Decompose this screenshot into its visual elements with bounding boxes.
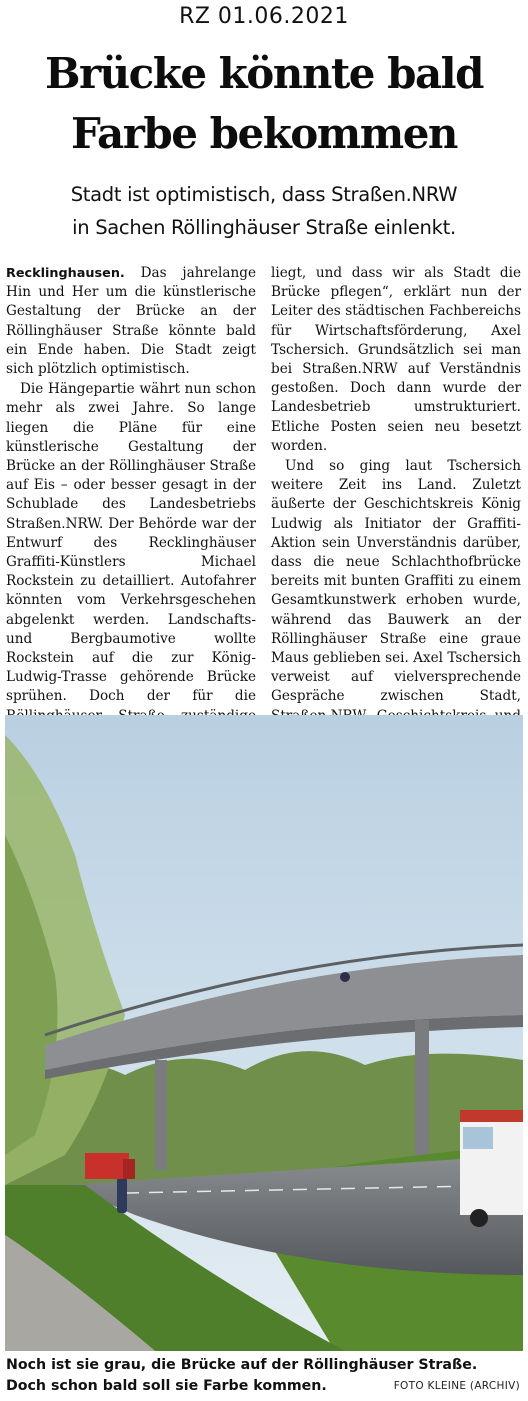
red-truck [85,1153,129,1179]
photo-credit: FOTO KLEINE (ARCHIV) [393,1380,520,1392]
bridge-pillar-left [155,1060,167,1170]
headline [0,44,528,164]
pedestrian [117,1177,127,1213]
article-paragraph-2: Die Hängepartie währt nun schon mehr als zwei Jahre. So lange liegen die Pläne für eine künstlerische Gestaltung der Brücke an der Röllinghäuser Straße auf Eis – oder besser gesagt in der Schublade des Landesbetriebs Straßen.NRW. Der Behörde war der Entwurf des Recklinghäuser Graffiti-Künstlers Michael Rockstein zu detailliert. Autofahrer könnten vom Verkehrsgeschehen abgelenkt werden. Landschafts- und Bergbaumotive wollte Rockstein auf die zur König-Ludwig-Trasse gehörende Brücke sprühen. Doch der für die [6,381,256,705]
subheadline-line-1: Stadt ist optimistisch, dass Straßen.NRW [70,183,458,206]
headline-line-2: Farbe bekommen [71,109,457,158]
photo-caption-line-2: Doch schon bald soll sie Farbe kommen. [6,1378,327,1394]
headline-line-1: Brücke könnte bald [44,49,483,98]
bridge-photo [5,715,523,1351]
subheadline [0,178,528,244]
article-paragraph-5-text: Und so ging laut Tschersich weitere Zeit ins Land. Zuletzt äußerte der Geschichtskreis König Ludwig als Initiator der Graffiti-Aktion sein Unverständnis darüber, dass die neue Schlachthofbrücke bereits mit bunten Graffiti zu einem Gesamtkunstwerk erhoben wurde, während das Bauwerk an der Röllinghäuser Straße eine graue Maus geblieben sei. Axel Tschersich verweist auf vielversprechende Gespräche zwischen Stadt, [271,458,521,705]
white-truck-stripe [460,1110,523,1122]
white-truck-wheel [470,1209,488,1227]
cyclist-on-bridge [340,972,350,982]
red-truck-cab [123,1159,135,1179]
bridge-photo-illustration [5,715,523,1351]
dateline: RZ 01.06.2021 [179,4,349,29]
white-truck-window [463,1127,493,1149]
article-paragraph-1-text: Das jahrelange Hin und Her um die künstlerische Gestaltung der Brücke an der Röllinghäuser Straße könnte bald ein Ende haben. Die Stadt zeigt sich plötzlich optimistisch. [6,265,256,378]
article-paragraph-4: liegt, und dass wir als Stadt die Brücke pflegen“, erklärt nun der Leiter des städtischen Fachbereichs für Wirtschaftsförderung, Axel Tschersich. Grundsätzlich sei man bei Straßen.NRW auf Verständnis gestoßen. Doch dann wurde der Landesbetrieb umstrukturiert. Etliche Posten seien neu besetzt worden. [271,265,521,454]
bridge-pillar-right [415,1020,429,1170]
subheadline-line-2: in Sachen Röllinghäuser Straße einlenkt. [72,216,456,239]
photo-caption-line-1: Noch ist sie grau, die Brücke auf der Röllinghäuser Straße. [6,1357,478,1373]
article-paragraph-1 [6,264,256,379]
article-lead-location: Recklinghausen. [6,266,125,281]
